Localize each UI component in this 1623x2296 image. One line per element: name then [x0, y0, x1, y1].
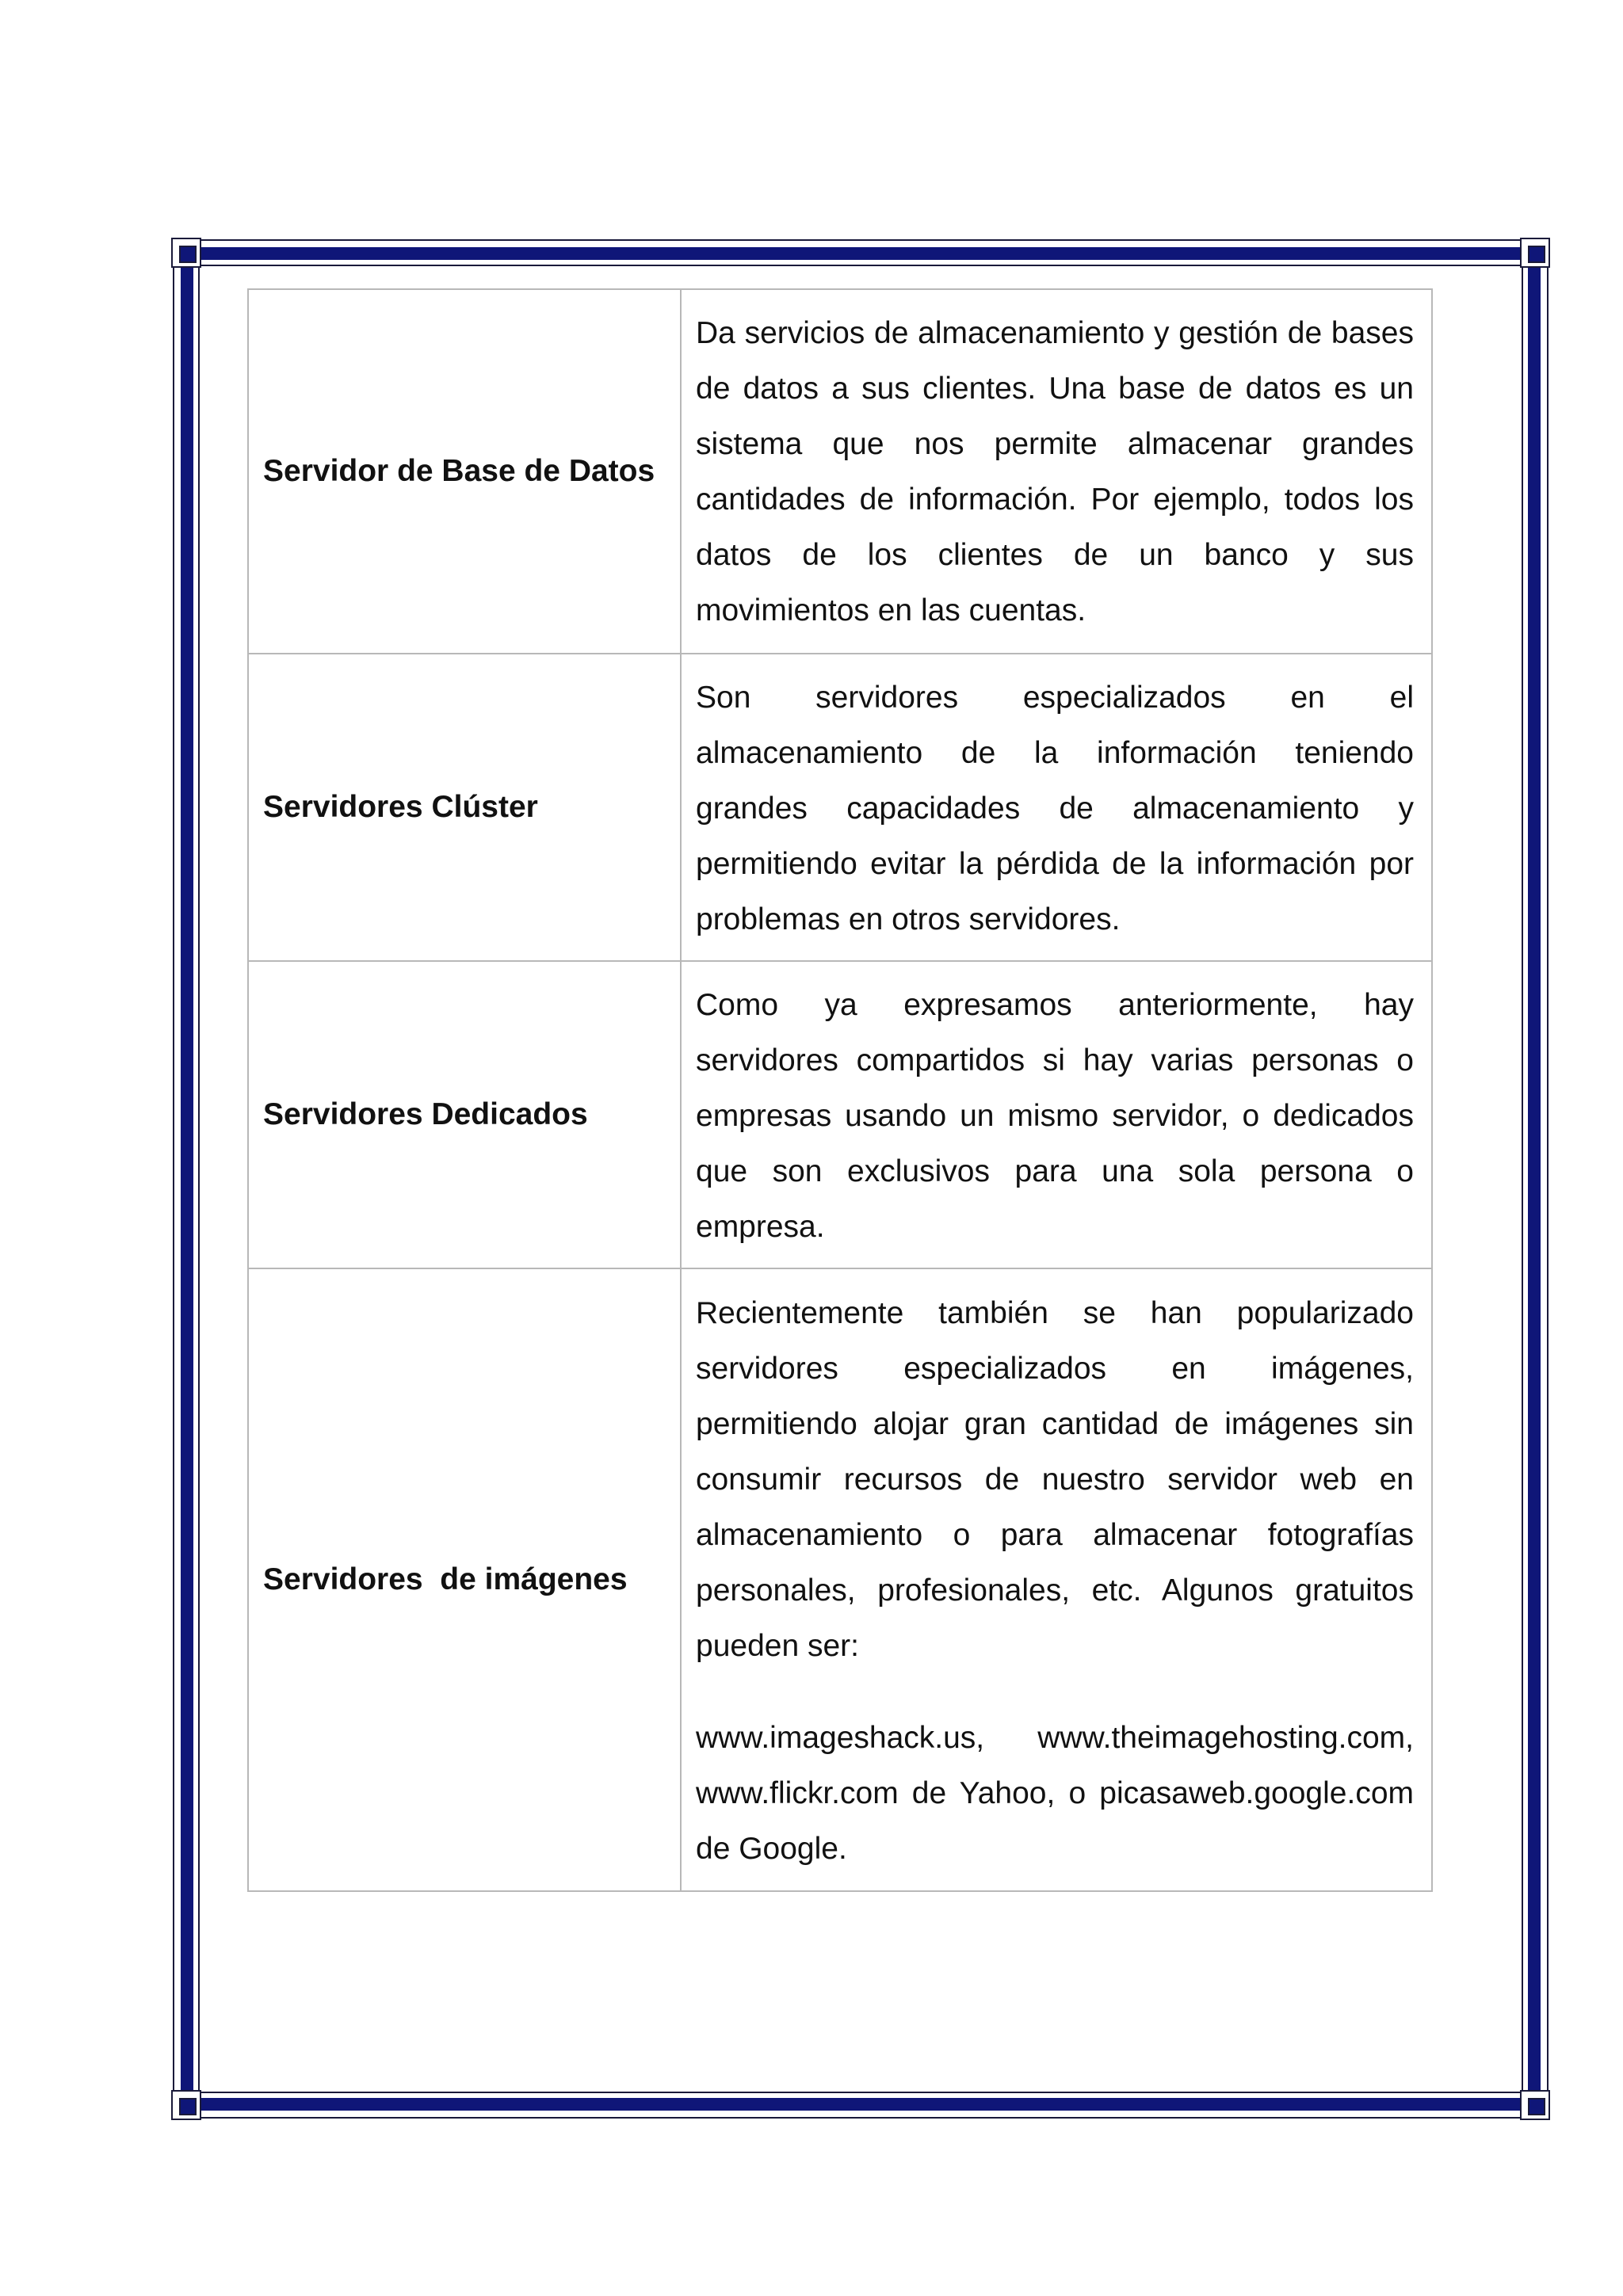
server-type-description: [681, 289, 1432, 654]
server-type-term: Servidores Clúster: [248, 654, 681, 961]
table-row: [248, 1268, 1432, 1891]
description-paragraph: Como ya expresamos anteriormente, hay servidores compartidos si hay varias personas o empresas usando un mismo servidor, o dedicados que son exclusivos para una sola persona o empresa.: [696, 988, 1414, 1244]
server-type-description: [681, 654, 1432, 961]
table-row: [248, 654, 1432, 961]
image-hosting-sites-list: www.imageshack.us, www.theimagehosting.com, www.flickr.com de Yahoo, o picasaweb.google.com de Google.: [696, 1721, 1414, 1866]
server-type-description: [681, 961, 1432, 1268]
server-type-term: Servidores Dedicados: [248, 961, 681, 1268]
table-row: [248, 961, 1432, 1268]
description-paragraph: Son servidores especializados en el almacenamiento de la información teniendo grandes capacidades de almacenamiento y permitiendo evitar la pérdida de la información por problemas en otros servidores.: [696, 681, 1414, 936]
server-types-table: [247, 288, 1433, 1892]
border-corner-ornament: [171, 2090, 201, 2120]
description-paragraph: Da servicios de almacenamiento y gestión de bases de datos a sus clientes. Una base de datos es un sistema que nos permite almacenar grandes cantidades de información. Por ejemplo, todos los datos de los clientes de un banco y sus movimientos en las cuentas.: [696, 316, 1414, 627]
description-paragraph: Recientemente también se han popularizado servidores especializados en imágenes, permitiendo alojar gran cantidad de imágenes sin consumir recursos de nuestro servidor web en almacenamiento o para almacenar fotografías personales, profesionales, etc. Algunos gratuitos pueden ser:: [696, 1296, 1414, 1663]
border-corner-ornament: [1520, 2090, 1550, 2120]
border-corner-ornament: [171, 238, 201, 268]
border-corner-ornament: [1520, 238, 1550, 268]
server-type-term: Servidores de imágenes: [248, 1268, 681, 1891]
server-type-description: [681, 1268, 1432, 1891]
table-row: [248, 289, 1432, 654]
server-type-term: Servidor de Base de Datos: [248, 289, 681, 654]
